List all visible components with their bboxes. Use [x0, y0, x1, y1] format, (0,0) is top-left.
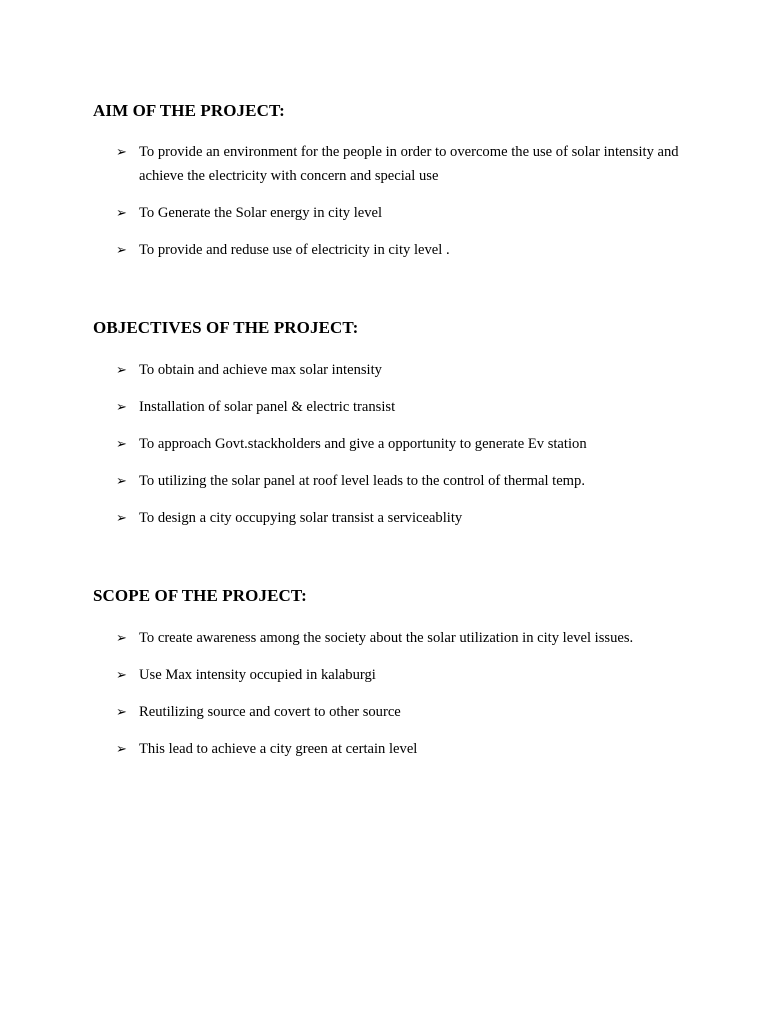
- arrow-bullet-icon: ➢: [116, 510, 127, 525]
- list-item: [93, 432, 688, 456]
- arrow-bullet-icon: ➢: [116, 436, 127, 451]
- list-item-text: This lead to achieve a city green at certain level: [139, 741, 418, 757]
- list-item: [93, 700, 688, 724]
- list-item: [93, 238, 688, 262]
- list-item-text: To provide and reduse use of electricity in city level .: [139, 242, 450, 258]
- list-item: [93, 395, 688, 419]
- list-item-text: To obtain and achieve max solar intensity: [139, 362, 382, 378]
- arrow-bullet-icon: ➢: [116, 473, 127, 488]
- list-item: [93, 506, 688, 530]
- aim-bullet-list: [93, 140, 688, 262]
- list-item: [93, 201, 688, 225]
- scope-heading: SCOPE OF THE PROJECT:: [93, 586, 307, 605]
- list-item: [93, 140, 688, 188]
- list-item-text: To Generate the Solar energy in city level: [139, 205, 383, 221]
- list-item: [93, 358, 688, 382]
- list-item: [93, 737, 688, 761]
- list-item-text: To provide an environment for the people in order to overcome the use of solar intensity and achieve the electricity with concern and special use: [139, 144, 679, 184]
- list-item-text: To approach Govt.stackholders and give a opportunity to generate Ev station: [139, 436, 587, 452]
- arrow-bullet-icon: ➢: [116, 741, 127, 756]
- scope-bullet-list: [93, 626, 688, 761]
- arrow-bullet-icon: ➢: [116, 630, 127, 645]
- list-item: [93, 626, 688, 650]
- list-item-text: Reutilizing source and covert to other source: [139, 704, 401, 720]
- objectives-heading: OBJECTIVES OF THE PROJECT:: [93, 318, 359, 337]
- list-item: [93, 469, 688, 493]
- arrow-bullet-icon: ➢: [116, 144, 127, 159]
- list-item-text: Installation of solar panel & electric transist: [139, 399, 396, 415]
- arrow-bullet-icon: ➢: [116, 399, 127, 414]
- arrow-bullet-icon: ➢: [116, 362, 127, 377]
- list-item-text: To utilizing the solar panel at roof level leads to the control of thermal temp.: [139, 473, 585, 489]
- list-item-text: To design a city occupying solar transist a serviceablity: [139, 510, 463, 526]
- list-item-text: Use Max intensity occupied in kalaburgi: [139, 667, 376, 683]
- list-item-text: To create awareness among the society about the solar utilization in city level issues.: [139, 630, 634, 646]
- arrow-bullet-icon: ➢: [116, 242, 127, 257]
- arrow-bullet-icon: ➢: [116, 704, 127, 719]
- arrow-bullet-icon: ➢: [116, 667, 127, 682]
- list-item: [93, 663, 688, 687]
- aim-heading: AIM OF THE PROJECT:: [93, 101, 285, 120]
- arrow-bullet-icon: ➢: [116, 205, 127, 220]
- objectives-bullet-list: [93, 358, 688, 530]
